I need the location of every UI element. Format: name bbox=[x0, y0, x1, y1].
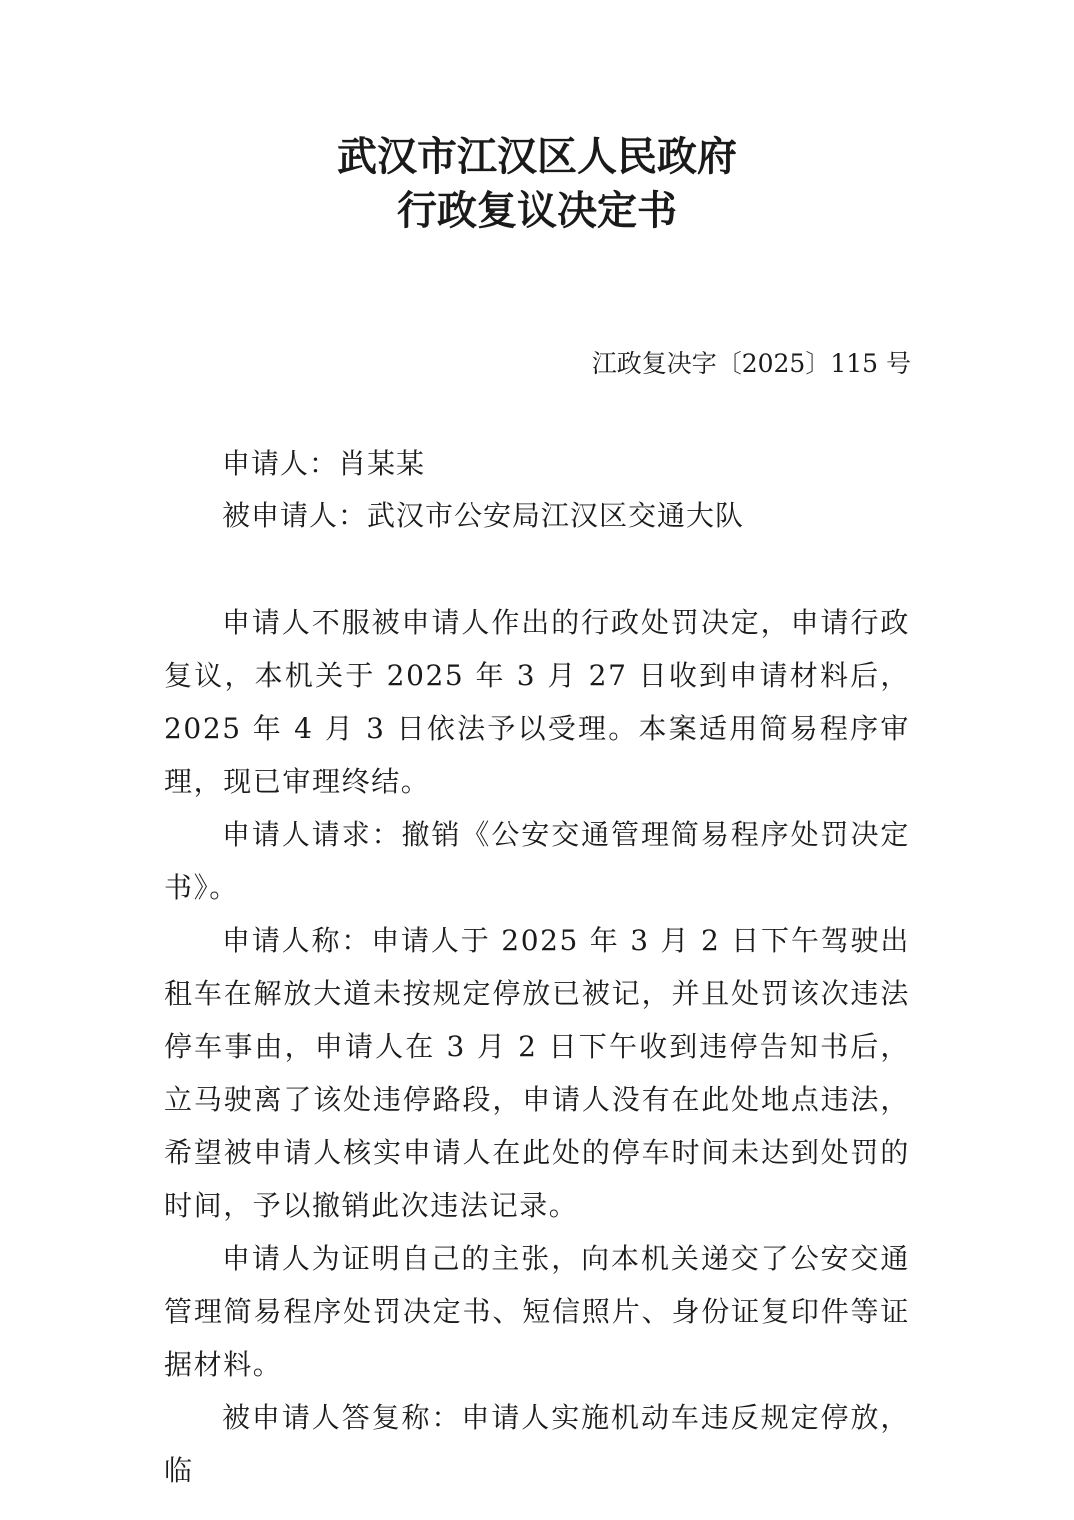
paragraph-respondent-reply: 被申请人答复称：申请人实施机动车违反规定停放，临 bbox=[164, 1401, 910, 1487]
document-number: 江政复决字〔2025〕115 号 bbox=[591, 349, 911, 378]
document-title-line1: 武汉市江汉区人民政府 bbox=[337, 133, 737, 180]
respondent-line: 被申请人：武汉市公安局江汉区交通大队 bbox=[222, 499, 745, 532]
document-body bbox=[164, 596, 910, 1497]
paragraph-evidence: 申请人为证明自己的主张，向本机关递交了公安交通管理简易程序处罚决定书、短信照片、身份证复印件等证据材料。 bbox=[164, 1242, 910, 1381]
paragraph-applicant-claim: 申请人称：申请人于 2025 年 3 月 2 日下午驾驶出租车在解放大道未按规定停放已被记，并且处罚该次违法停车事由，申请人在 3 月 2 日下午收到违停告知书后，立马驶离了该处违停路段，申请人没有在此处地点违法，希望被申请人核实申请人在此处的停车时间未达到处罚的时间，予以撤销此次违法记录。 bbox=[164, 924, 910, 1222]
paragraph-acceptance: 申请人不服被申请人作出的行政处罚决定，申请行政复议，本机关于 2025 年 3 月 27 日收到申请材料后，2025 年 4 月 3 日依法予以受理。本案适用简易程序审理，现已审理终结。 bbox=[164, 606, 910, 798]
paragraph-request: 申请人请求：撤销《公安交通管理简易程序处罚决定书》。 bbox=[164, 818, 910, 904]
applicant-line: 申请人：肖某某 bbox=[222, 447, 426, 480]
document-title-line2: 行政复议决定书 bbox=[397, 187, 677, 234]
